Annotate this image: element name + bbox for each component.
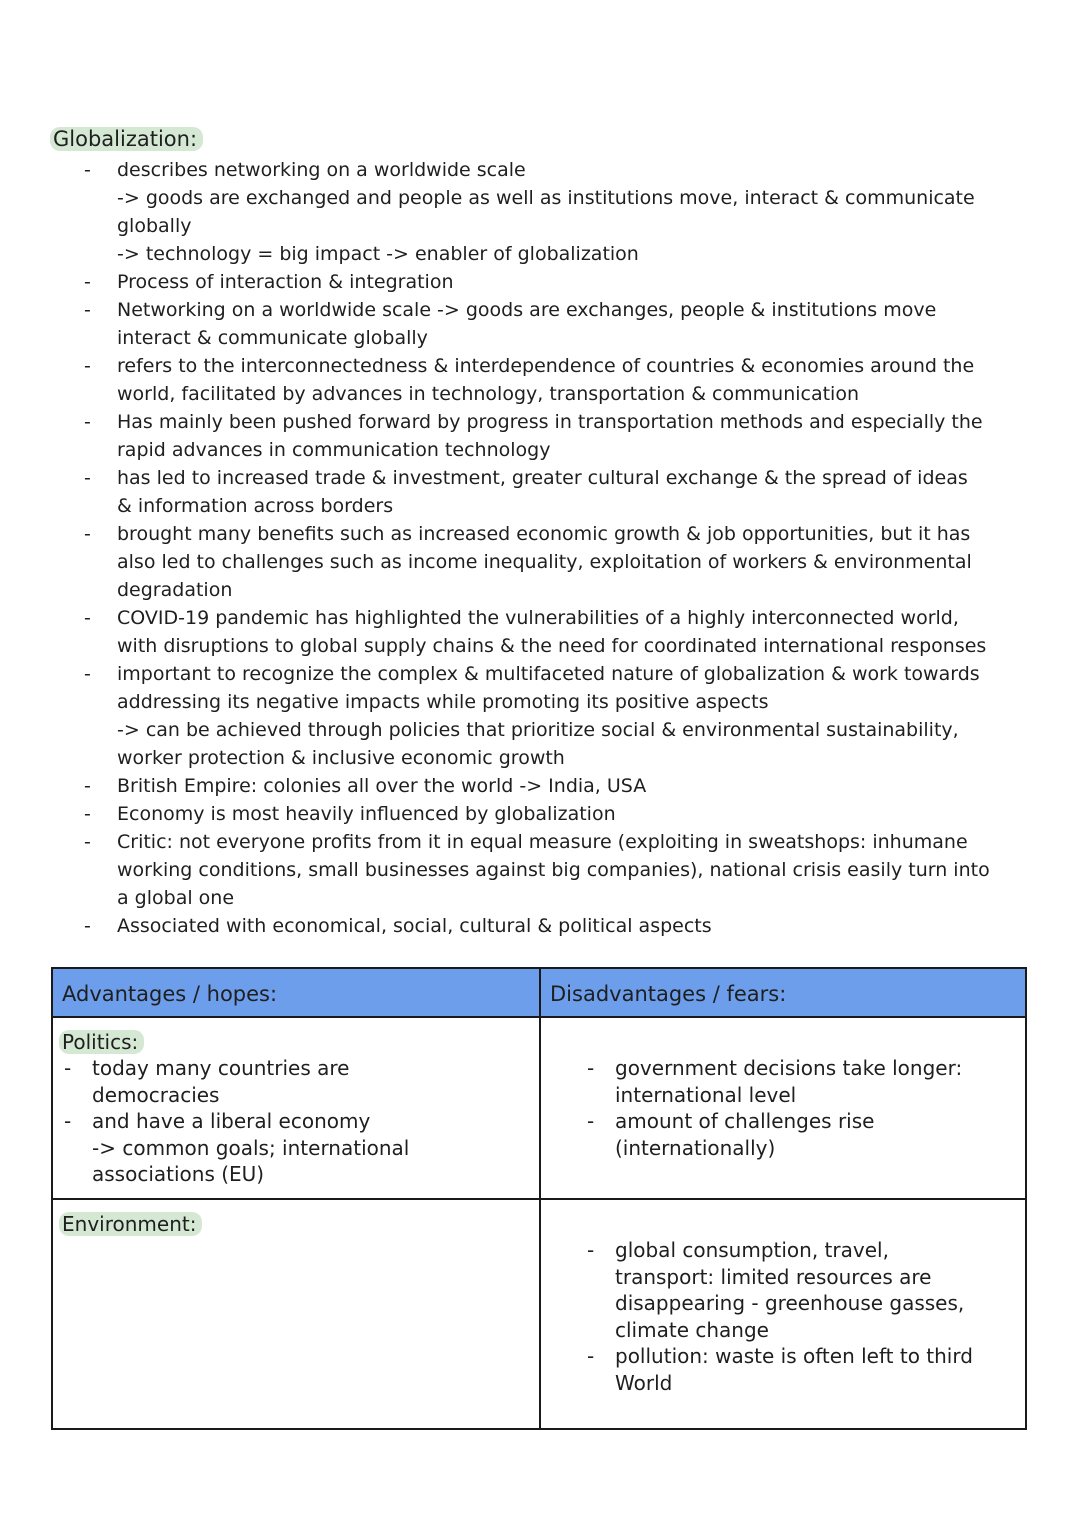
cell-line: -> common goals; international [92,1135,410,1160]
cell-line: pollution: waste is often left to third [615,1344,973,1368]
note-line: & information across borders [117,495,394,517]
note-line: Economy is most heavily influenced by globalization [117,803,616,825]
note-item [84,520,1044,604]
cell-bullet [582,1343,1022,1396]
environment-label: Environment: [59,1212,202,1236]
note-line: rapid advances in communication technology [117,439,551,461]
bullet-dash: - [587,1238,595,1262]
environment-advantages-cell [59,1211,529,1237]
bullet-dash: - [587,1344,595,1368]
note-line: British Empire: colonies all over the world -> India, USA [117,775,647,797]
note-line: Networking on a worldwide scale -> goods are exchanges, people & institutions move [117,299,937,321]
note-line: brought many benefits such as increased economic growth & job opportunities, but it has [117,523,971,545]
note-line: working conditions, small businesses against big companies), national crisis easily turn into [117,859,990,881]
cell-line: (internationally) [615,1135,776,1160]
cell-line: transport: limited resources are [615,1264,932,1289]
note-item [84,408,1044,464]
note-line: Process of interaction & integration [117,271,454,293]
environment-disadvantages-list [582,1237,1022,1396]
note-line: worker protection & inclusive economic growth [117,747,565,769]
note-item [84,660,1044,772]
note-line: -> goods are exchanged and people as well as institutions move, interact & communicate [117,187,975,209]
bullet-dash: - [84,159,91,181]
bullet-dash: - [84,803,91,825]
bullet-dash: - [587,1109,595,1133]
cell-bullet [582,1055,1022,1108]
note-line: globally [117,215,192,237]
bullet-dash: - [84,607,91,629]
note-item [84,912,1044,940]
cell-line: global consumption, travel, [615,1238,889,1262]
pros-cons-table [51,967,1027,1430]
cell-line: democracies [92,1082,220,1107]
cell-line: associations (EU) [92,1162,265,1186]
bullet-dash: - [84,355,91,377]
advantages-header: Advantages / hopes: [53,969,539,1018]
bullet-dash: - [84,411,91,433]
cell-line: government decisions take longer: [615,1056,963,1080]
note-line: describes networking on a worldwide scale [117,159,526,181]
note-line: world, facilitated by advances in technology, transportation & communication [117,383,859,405]
cell-line: and have a liberal economy [92,1109,371,1133]
note-line: -> technology = big impact -> enabler of globalization [117,243,639,265]
bullet-dash: - [84,775,91,797]
note-line: has led to increased trade & investment, greater cultural exchange & the spread of ideas [117,467,968,489]
note-line: -> can be achieved through policies that prioritize social & environmental sustainability, [117,719,959,741]
bullet-dash: - [84,299,91,321]
bullet-dash: - [84,831,91,853]
bullet-dash: - [587,1056,595,1080]
row-divider [53,1198,1025,1200]
disadvantages-header: Disadvantages / fears: [541,969,1025,1018]
note-item [84,604,1044,660]
politics-label: Politics: [59,1030,144,1054]
politics-advantages-cell [59,1029,529,1188]
note-line: interact & communicate globally [117,327,428,349]
cell-line: climate change [615,1317,769,1342]
note-line: Has mainly been pushed forward by progress in transportation methods and especially the [117,411,983,433]
note-item [84,156,1044,268]
bullet-dash: - [84,915,91,937]
note-line: refers to the interconnectedness & interdependence of countries & economies around the [117,355,975,377]
note-item [84,828,1044,912]
politics-disadvantages-list [582,1055,1022,1161]
note-item [84,352,1044,408]
bullet-dash: - [64,1056,72,1080]
note-line: COVID-19 pandemic has highlighted the vulnerabilities of a highly interconnected world, [117,607,959,629]
note-item [84,268,1044,296]
note-item [84,800,1044,828]
cell-line: today many countries are [92,1056,350,1080]
note-line: with disruptions to global supply chains & the need for coordinated international responses [117,635,987,657]
cell-bullet [59,1108,529,1188]
bullet-dash: - [84,467,91,489]
note-line: also led to challenges such as income inequality, exploitation of workers & environmental [117,551,972,573]
cell-line: World [615,1370,673,1395]
cell-line: amount of challenges rise [615,1109,875,1133]
bullet-dash: - [64,1109,72,1133]
title-highlight: Globalization: [50,127,203,151]
bullet-dash: - [84,523,91,545]
note-item [84,772,1044,800]
cell-bullet [582,1237,1022,1343]
note-item [84,464,1044,520]
note-line: important to recognize the complex & multifaceted nature of globalization & work towards [117,663,980,685]
politics-advantages-list [59,1055,529,1188]
note-line: Critic: not everyone profits from it in equal measure (exploiting in sweatshops: inhumane [117,831,968,853]
environment-disadvantages-cell [582,1237,1022,1396]
note-line: a global one [117,887,235,909]
notes-list [84,156,1044,940]
bullet-dash: - [84,663,91,685]
cell-bullet [582,1108,1022,1161]
cell-line: international level [615,1082,797,1107]
politics-disadvantages-cell [582,1055,1022,1161]
page-title [50,125,203,153]
cell-line: disappearing - greenhouse gasses, [615,1291,965,1315]
note-item [84,296,1044,352]
bullet-dash: - [84,271,91,293]
note-line: degradation [117,579,233,601]
note-line: addressing its negative impacts while promoting its positive aspects [117,691,769,713]
note-line: Associated with economical, social, cultural & political aspects [117,915,712,937]
cell-bullet [59,1055,529,1108]
